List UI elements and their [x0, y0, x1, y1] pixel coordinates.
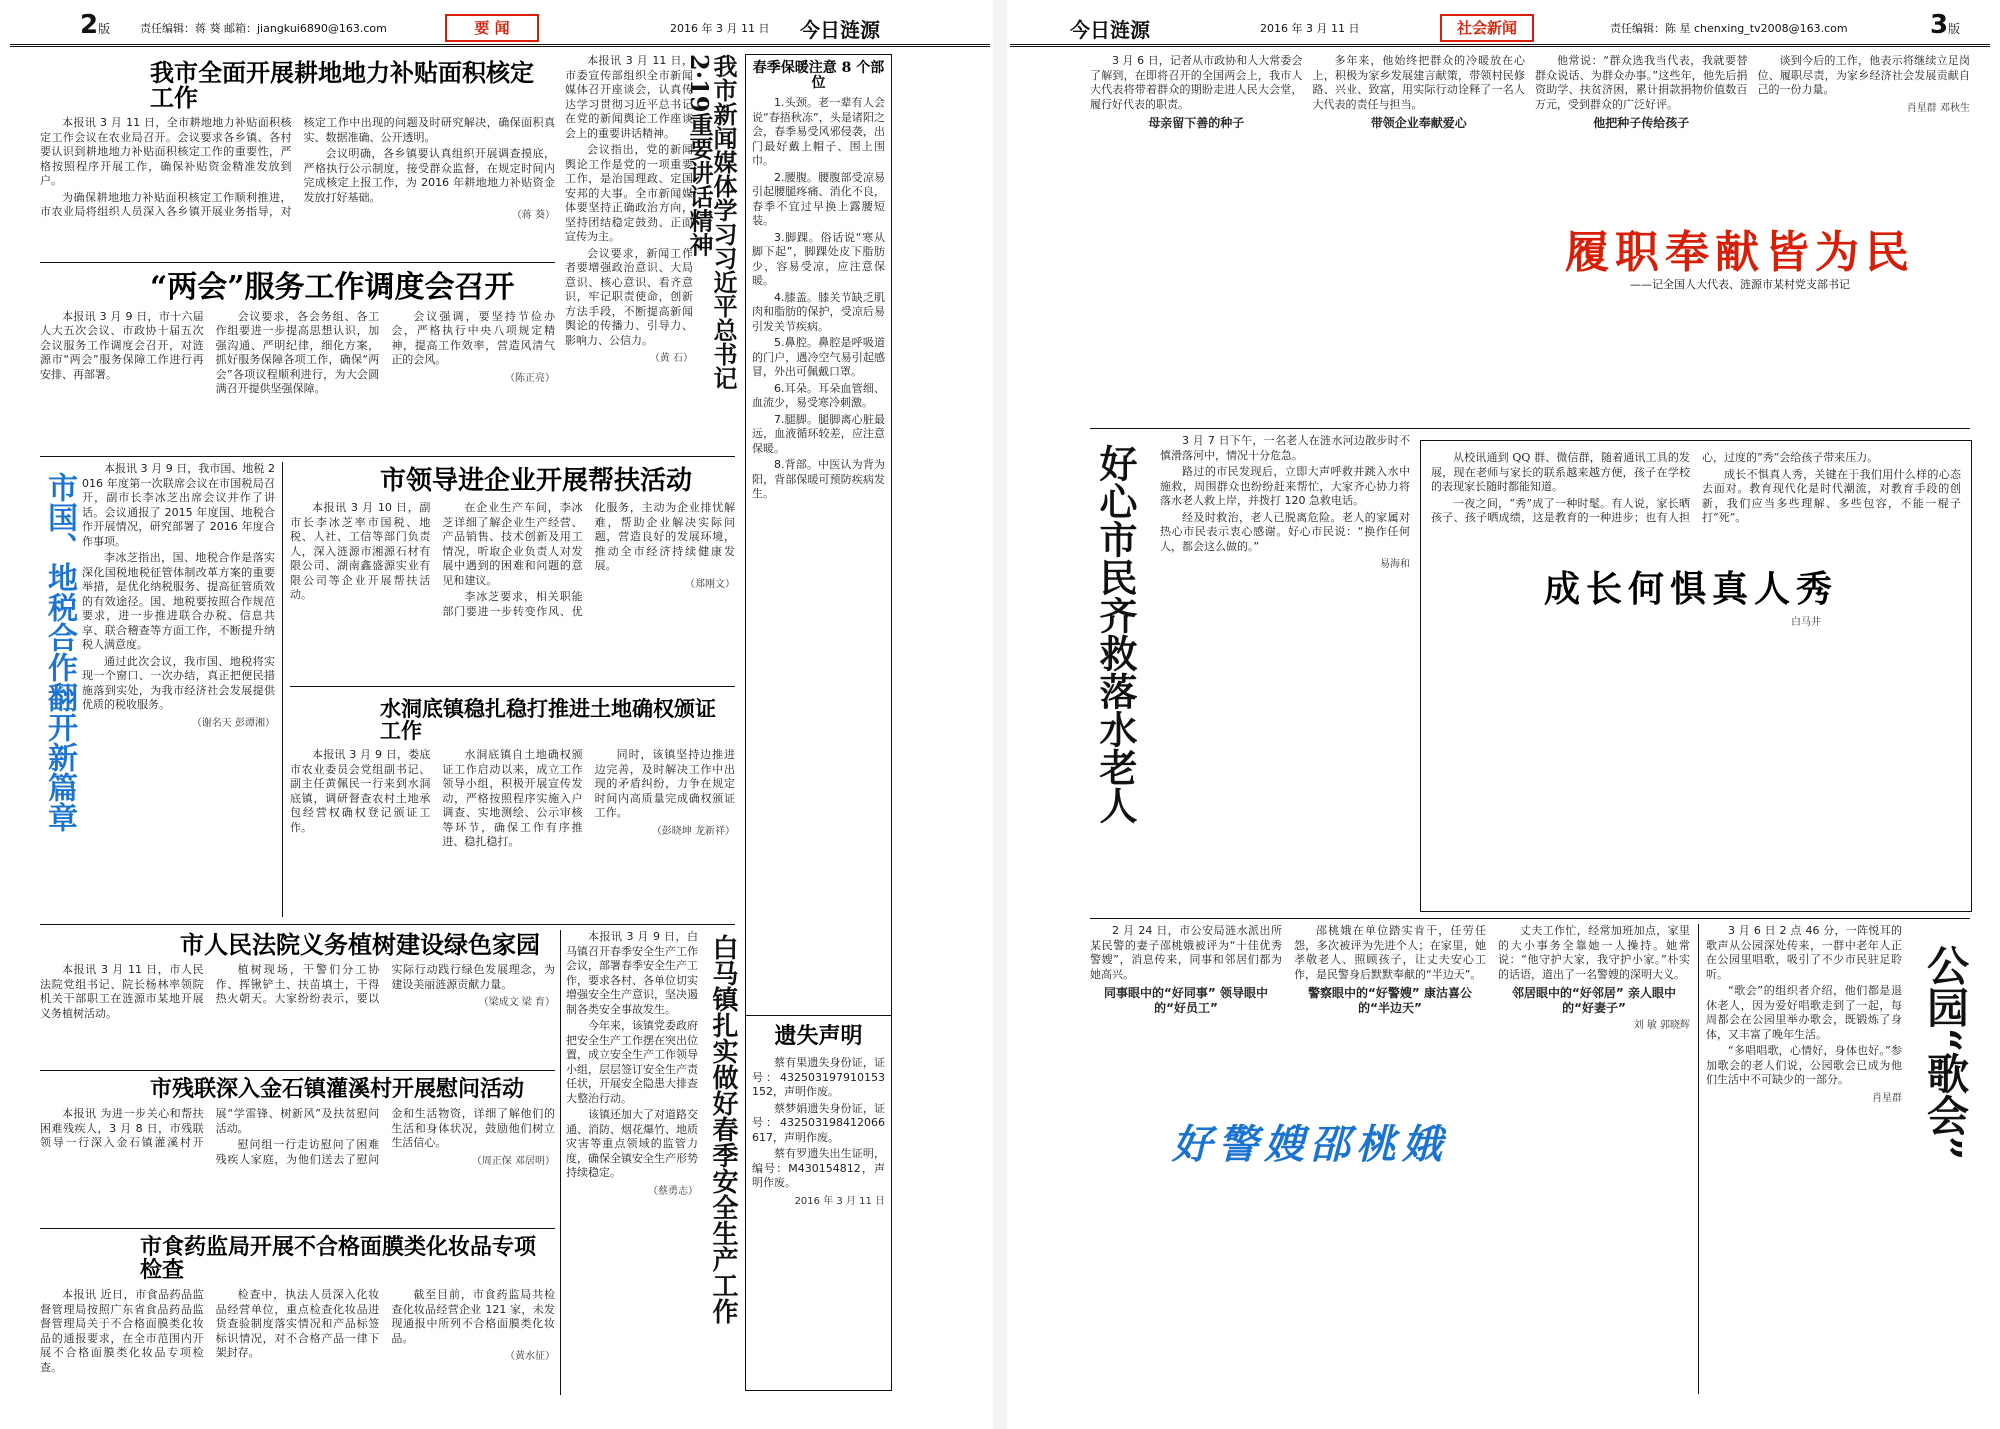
- byline: 肖星群: [1872, 1092, 1902, 1104]
- paragraph: 同时，该镇坚持边推进边完善，及时解决工作中出现的矛盾纠纷，力争在规定时间内高质量完成确权颁证工作。: [594, 748, 735, 820]
- paragraph: 谈到今后的工作，他表示将继续立足岗位、履职尽责，为家乡经济社会发展贡献自己的一份力量。: [1757, 54, 1970, 96]
- paragraph: 6.耳朵。耳朵血管细、血流少，易受寒冷刺激。: [752, 381, 885, 410]
- byline: （周正保 邓居明）: [471, 1155, 555, 1167]
- rule: [1698, 924, 1699, 1394]
- paragraph: 一夜之间，“秀”成了一种时髦。有人说，家长晒孩子、孩子晒成绩，这是教育的一种进步；也有人担心，过度的“秀”会给孩子带来压力。: [1431, 451, 1879, 524]
- rule: [1090, 918, 1970, 919]
- article-headline: 好心市民齐救落水老人: [1093, 444, 1138, 824]
- page-header: [10, 8, 990, 47]
- subheading: 他把种子传给孩子: [1593, 116, 1690, 130]
- paragraph: 经及时救治，老人已脱离危险。老人的家属对热心市民表示衷心感谢。好心市民说：“换作任何人，都会这么做的。”: [1160, 510, 1410, 553]
- paragraph: 会议明确，各乡镇要认真组织开展调查摸底，严格执行公示制度，接受群众监督，在规定时间内完成核定上报工作，为 2016 年耕地地力补贴资金发放打好基础。: [303, 147, 555, 204]
- article-body: [290, 501, 735, 619]
- paragraph: 截至目前，市食药监局共检查化妆品经营企业 121 家，未发现通报中所列不合格面膜类化妆品。: [391, 1288, 555, 1345]
- subheading: 邻居眼中的“好邻居” 亲人眼中的“好妻子”: [1512, 986, 1676, 1015]
- article-safety-production: [566, 930, 736, 1395]
- article-body: [565, 54, 693, 367]
- article-headline: 公园“歌会”: [1921, 944, 1970, 1161]
- article-park-singing: [1706, 924, 1970, 1394]
- paragraph: 会议指出，党的新闻舆论工作是党的一项重要工作，是治国理政、定国安邦的大事。全市新闻媒体要坚持正确政治方向，坚持团结稳定鼓劲、正面宣传为主。: [565, 143, 693, 243]
- article-headline: 成长何惧真人秀: [1543, 568, 1838, 610]
- issue-date: 2016 年 3 月 11 日: [670, 22, 770, 35]
- page-header: [1010, 8, 1990, 47]
- masthead: 今日涟源: [800, 18, 880, 42]
- article-police-wife: [1090, 924, 1690, 1394]
- paragraph: 蔡梦娟遗失身份证，证号：432503198412066617，声明作废。: [752, 1101, 885, 1144]
- byline: （梁成文 梁 育）: [478, 997, 555, 1009]
- editor-line: 责任编辑：陈 星 chenxing_tv2008@163.com: [1610, 22, 1848, 35]
- paragraph: 1.头颈。老一辈有人会说“春捂秋冻”，头是诸阳之会，春季易受风邪侵袭，出门最好戴上帽子、围上围巾。: [752, 96, 885, 168]
- article-headline: 市残联深入金石镇灌溪村开展慰问活动: [150, 1076, 525, 1102]
- byline: （蔡勇志）: [648, 1185, 698, 1197]
- byline: 易海和: [1380, 559, 1410, 570]
- byline: （谢名天 彭谭湘）: [191, 717, 275, 729]
- rule: [1090, 428, 1970, 429]
- article-headline: 市食药监局开展不合格面膜类化妆品专项检查: [140, 1234, 537, 1284]
- paragraph: 会议要求，各会务组、各工作组要进一步提高思想认识，加强沟通、严明纪律，细化方案，抓好服务保障各项工作，确保“两会”各项议程顺利进行，为大会圆满召开提供坚强保障。: [215, 309, 380, 395]
- paragraph: 今年来，该镇党委政府把安全生产工作摆在突出位置，成立安全生产工作领导小组，层层签订安全生产责任状，开展安全隐患大排查大整治行动。: [566, 1019, 698, 1105]
- byline: （黄水征）: [504, 1351, 555, 1363]
- article-body: [290, 748, 735, 850]
- rule: [282, 462, 283, 917]
- byline: （陈正亮）: [504, 372, 555, 384]
- page-number: 2版: [80, 10, 111, 40]
- article-rescue: [1090, 434, 1410, 914]
- paragraph: 该镇还加大了对道路交通、消防、烟花爆竹、地质灾害等重点领域的监管力度，确保全镇安全生产形势持续稳定。: [566, 1108, 698, 1179]
- article-body: [1706, 924, 1902, 1106]
- paragraph: 3.脚踝。俗话说“寒从脚下起”，脚踝处皮下脂肪少，容易受凉，应注意保暖。: [752, 230, 885, 288]
- paragraph: 本报讯 3 月 11 日，市人民法院党组书记、院长杨林率领院机关干部职工在涟源市某地开展义务植树活动。: [40, 963, 204, 1020]
- paragraph: 本报讯 3 月 9 日，白马镇召开春季安全生产工作会议，部署春季安全生产工作，要求各村、各单位切实增强安全生产意识，坚决遏制各类安全事故发生。: [566, 930, 698, 1016]
- byline: （蒋 葵）: [511, 210, 555, 222]
- article-two-sessions: [40, 268, 555, 453]
- byline: 白马井: [1791, 616, 1821, 628]
- paragraph: 5.鼻腔。鼻腔是呼吸道的门户，遇冷空气易引起感冒，外出可佩戴口罩。: [752, 336, 885, 379]
- article-headline: 履职奉献皆为民: [1565, 227, 1915, 278]
- article-serve-people: [1090, 54, 1970, 424]
- article-body: [40, 1107, 555, 1169]
- article-body: [752, 96, 885, 502]
- paragraph: 4.膝盖。膝关节缺乏肌肉和脂肪的保护，受凉后易引发关节疾病。: [752, 290, 885, 333]
- rule: [40, 1070, 555, 1071]
- masthead: 今日涟源: [1070, 18, 1150, 42]
- paragraph: 蔡有果遗失身份证，证号：432503197910153152，声明作废。: [752, 1056, 885, 1099]
- paragraph: 本报讯 为进一步关心和帮扶困难残疾人，3 月 8 日，市残联领导一行深入金石镇灌溪村开展“学雷锋、树新风”及扶贫慰问活动。: [40, 1107, 380, 1150]
- article-body: [1160, 434, 1410, 573]
- byline: （黄 石）: [649, 353, 693, 364]
- page-gutter: [993, 0, 1007, 1429]
- notice-date: 2016 年 3 月 11 日: [794, 1195, 885, 1207]
- rule: [40, 262, 555, 263]
- article-headline: “两会”服务工作调度会召开: [150, 270, 515, 305]
- newspaper-page-3: [1010, 0, 1990, 1429]
- paragraph: 本报讯 3 月 10 日，副市长李冰芝率市国税、地税、人社、工信等部门负责人，深入涟源市湘源石材有限公司、湖南鑫盛源实业有限公司等企业开展帮扶活动。: [290, 501, 431, 602]
- paragraph: 会议要求，新闻工作者要增强政治意识、大局意识、核心意识、看齐意识，牢记职责使命，创新方法手段，不断提高新闻舆论的传播力、引导力、影响力、公信力。: [565, 246, 693, 347]
- notice-body: [752, 1056, 885, 1209]
- article-cosmetics-check: [40, 1234, 555, 1394]
- article-body: [40, 1288, 555, 1375]
- paragraph: 3 月 7 日下午，一名老人在涟水河边散步时不慎滑落河中，情况十分危急。: [1160, 434, 1410, 462]
- paragraph: 他常说：“群众选我当代表，我就要替群众说话、为群众办事。”这些年，他先后捐资助学、扶贫济困，累计捐款捐物价值数百万元，受到群众的广泛好评。: [1535, 54, 1748, 111]
- paragraph: 蔡有罗遗失出生证明，编号：M430154812，声明作废。: [752, 1147, 885, 1190]
- newspaper-page-2: [10, 0, 990, 1429]
- paragraph: 会议强调，要坚持节俭办会，严格执行中央八项规定精神，提高工作效率，营造风清气正的会风。: [391, 309, 555, 366]
- article-enterprise-support: [290, 462, 735, 682]
- article-land-rights: [290, 692, 735, 920]
- paragraph: 本报讯 近日，市食品药品监督管理局按照广东省食品药品监督管理局关于不合格面膜类化妆品的通报要求，在全市范围内开展不合格面膜类化妆品专项检查。: [40, 1288, 204, 1374]
- paragraph: 2.腰腹。腰腹部受凉易引起腰腿疼痛、消化不良，春季不宜过早换上露腰短装。: [752, 170, 885, 228]
- article-headline: 市国、地税合作翻开新篇章: [42, 472, 77, 832]
- article-tree-planting: [40, 930, 555, 1068]
- paragraph: 多年来，他始终把群众的冷暖放在心上，积极为家乡发展建言献策，带领村民修路、兴业、致富，用实际行动诠释了一名人大代表的责任与担当。: [1312, 54, 1525, 111]
- paragraph: 3 月 6 日 2 点 46 分，一阵悦耳的歌声从公园深处传来，一群中老年人正在公园里唱歌，吸引了不少市民驻足聆听。: [1706, 924, 1902, 981]
- byline: 肖星群 邓秋生: [1906, 102, 1970, 114]
- section-label: 社会新闻: [1440, 14, 1534, 42]
- paragraph: 水洞底镇自土地确权颁证工作启动以来，成立工作领导小组，积极开展宣传发动，严格按照程序实施入户调查、实地测绘、公示审核等环节，确保工作有序推进、稳扎稳打。: [442, 748, 583, 849]
- editor-line: 责任编辑：蒋 葵 邮箱：jiangkui6890@163.com: [140, 22, 387, 35]
- paragraph: 为确保耕地地力补贴面积核定工作顺利推进，市农业局将组织人员深入各乡镇开展业务指导，对核定工作中出现的问题及时研究解决，确保面积真实、数据准确、公开透明。: [40, 116, 555, 219]
- paragraph: 本报讯 3 月 9 日，市十六届人大五次会议、市政协十届五次会议服务工作调度会召开，对涟源市“两会”服务保障工作进行再安排、再部署。: [40, 309, 204, 381]
- article-body: [40, 116, 555, 224]
- article-spring-warmth: [752, 61, 885, 881]
- page-number: 3版: [1930, 10, 1961, 40]
- issue-date: 2016 年 3 月 11 日: [1260, 22, 1360, 35]
- rule: [746, 1015, 891, 1016]
- article-body: [40, 963, 555, 1021]
- headline-block: [1130, 1121, 1490, 1184]
- paragraph: 从校讯通到 QQ 群、微信群，随着通讯工具的发展，现在老师与家长的联系越来越方便，孩子在学校的表现家长随时都能知道。: [1431, 451, 1690, 493]
- paragraph: 检查中，执法人员深入化妆品经营单位，重点检查化妆品进货查验制度落实情况和产品标签标识情况，对不合格产品一律下架封存。: [215, 1288, 380, 1360]
- article-disability-visit: [40, 1076, 555, 1226]
- article-tax-cooperation: [40, 462, 275, 922]
- article-headline: 市领导进企业开展帮扶活动: [380, 466, 693, 496]
- article-media-study: [565, 54, 738, 449]
- rule: [40, 456, 735, 457]
- article-intro: ——记全国人大代表、涟源市某村党支部书记: [1630, 278, 1850, 292]
- column-box: [745, 54, 892, 1391]
- paragraph: 在企业生产车间，李冰芝详细了解企业生产经营、产品销售、技术创新及用工情况，听取企业负责人对发展中遇到的困难和问题的意见和建议。: [442, 501, 583, 587]
- subheading: 同事眼中的“好同事” 领导眼中的“好员工”: [1104, 986, 1268, 1015]
- paragraph: 8.背部。中医认为背为阳，背部保暖可预防疾病发生。: [752, 458, 885, 501]
- byline: （彭晓坤 龙新祥）: [651, 825, 735, 837]
- article-headline: 市人民法院义务植树建设绿色家园: [180, 930, 540, 959]
- article-headline: 好警嫂邵桃娥: [1172, 1121, 1448, 1168]
- article-headline: 我市全面开展耕地地力补贴面积核定工作: [150, 58, 534, 113]
- paragraph: 本报讯 3 月 9 日，我市国、地税 2016 年度第一次联席会议在市国税局召开，副市长李冰芝出席会议并作了讲话。会议通报了 2015 年度国、地税合作开展情况，研究部署了 2016 年度合作事项。: [82, 462, 275, 548]
- article-body: [40, 310, 555, 397]
- article-headline: 我市新闻媒体学习习近平总书记2·19重要讲话精神: [685, 54, 738, 390]
- section-label: 要 闻: [445, 14, 539, 42]
- paragraph: “歌会”的组织者介绍，他们都是退休老人，因为爱好唱歌走到了一起，每周都会在公园里举办歌会，既锻炼了身体，又丰富了晚年生活。: [1706, 984, 1902, 1041]
- paragraph: 7.腿脚。腿脚离心脏最远，血液循环较差，应注意保暖。: [752, 412, 885, 455]
- rule: [40, 924, 735, 925]
- paragraph: 本报讯 3 月 9 日，娄底市农业委员会党组副书记、副主任黄佩民一行来到水洞底镇，调研督查农村土地承包经营权确权登记颁证工作。: [290, 748, 431, 834]
- subheading: 母亲留下善的种子: [1148, 116, 1245, 130]
- article-farmland-subsidy: [40, 54, 555, 259]
- article-body: [1431, 451, 1961, 901]
- subheading: 带领企业奉献爱心: [1370, 116, 1467, 130]
- paragraph: 2 月 24 日，市公安局涟水派出所某民警的妻子邵桃娥被评为“十佳优秀警嫂”，消息传来，同事和邻居们都为她高兴。: [1090, 924, 1282, 981]
- paragraph: 李冰芝要求，相关职能部门要进一步转变作风、优化服务，主动为企业排忧解难，帮助企业解决实际问题，营造良好的发展环境，推动全市经济持续健康发展。: [442, 501, 735, 618]
- subheading: 警察眼中的“好警嫂” 康沽喜公的“半边天”: [1308, 986, 1472, 1015]
- article-reality-show: [1420, 440, 1972, 912]
- article-headline: 水洞底镇稳扎稳打推进土地确权颁证工作: [380, 696, 716, 744]
- paragraph: 慰问组一行走访慰问了困难残疾人家庭，为他们送去了慰问金和生活物资，详细了解他们的生活和身体状况，鼓励他们树立生活信心。: [215, 1107, 555, 1166]
- headline-block: [1541, 568, 1841, 651]
- rule: [560, 930, 561, 1395]
- notice-headline: 遗失声明: [774, 1023, 863, 1049]
- article-headline: 白马镇扎实做好春季安全生产工作: [708, 934, 738, 1324]
- byline: 刘 敏 郭晓辉: [1633, 1020, 1690, 1031]
- rule: [40, 1228, 555, 1229]
- paragraph: 本报讯 3 月 11 日，市委宣传部组织全市新闻媒体召开座谈会，认真传达学习贯彻习近平总书记在党的新闻舆论工作座谈会上的重要讲话精神。: [565, 54, 693, 140]
- paragraph: 本报讯 3 月 11 日，全市耕地地力补贴面积核定工作会议在农业局召开。会议要求各乡镇、各村要认识到耕地地力补贴面积核定工作的重要性，严格按照程序开展工作，确保补贴资金精准发放到户。: [40, 116, 292, 188]
- byline: （郑刚文）: [684, 578, 735, 590]
- article-headline: 春季保暖注意 8 个部位: [752, 60, 885, 91]
- rule: [290, 686, 735, 687]
- paragraph: 邵桃娥在单位踏实肯干，任劳任怨，多次被评为先进个人；在家里，她孝敬老人、照顾孩子，让丈夫安心工作，是民警身后默默奉献的“半边天”。: [1294, 924, 1486, 981]
- paragraph: “多唱唱歌，心情好，身体也好。”参加歌会的老人们说，公园歌会已成为他们生活中不可缺少的一部分。: [1706, 1044, 1902, 1086]
- paragraph: 3 月 6 日，记者从市政协和人大常委会了解到，在即将召开的全国两会上，我市人大代表将带着群众的期盼走进人民大会堂，履行好代表的职责。: [1090, 54, 1303, 111]
- headline-block: [1530, 227, 1950, 300]
- article-body: [82, 462, 275, 731]
- lost-notice: [752, 1025, 885, 1385]
- article-body: [566, 930, 698, 1199]
- paragraph: 李冰芝指出，国、地税合作是落实深化国税地税征管体制改革方案的重要举措，是优化纳税服务、提高征管质效的有效途径。国、地税要按照合作规范要求，进一步推进联合办税、信息共享、联合稽查等方面工作，不断提升纳税人满意度。: [82, 551, 275, 651]
- paragraph: 丈夫工作忙，经常加班加点，家里的大小事务全靠她一人操持。她常说：“他守护大家，我守护小家。”朴实的话语，道出了一名警嫂的深明大义。: [1498, 924, 1690, 981]
- paragraph: 成长不惧真人秀，关键在于我们用什么样的心态去面对。教育现代化是时代潮流，对教育手段的创新，我们应当多些理解、多些包容，不能一棍子打“死”。: [1702, 467, 1961, 524]
- paragraph: 通过此次会议，我市国、地税将实现一个窗口、一次办结，真正把便民措施落到实处，为我市经济社会发展提供优质的税收服务。: [82, 654, 275, 711]
- paragraph: 路过的市民发现后，立即大声呼救并跳入水中施救，周围群众也纷纷赶来帮忙，大家齐心协力将落水老人救上岸，并拨打 120 急救电话。: [1160, 465, 1410, 507]
- paragraph: 植树现场，干警们分工协作、挥锹铲土、扶苗填土，干得热火朝天。大家纷纷表示，要以实际行动践行绿色发展理念，为建设美丽涟源贡献力量。: [215, 963, 555, 1006]
